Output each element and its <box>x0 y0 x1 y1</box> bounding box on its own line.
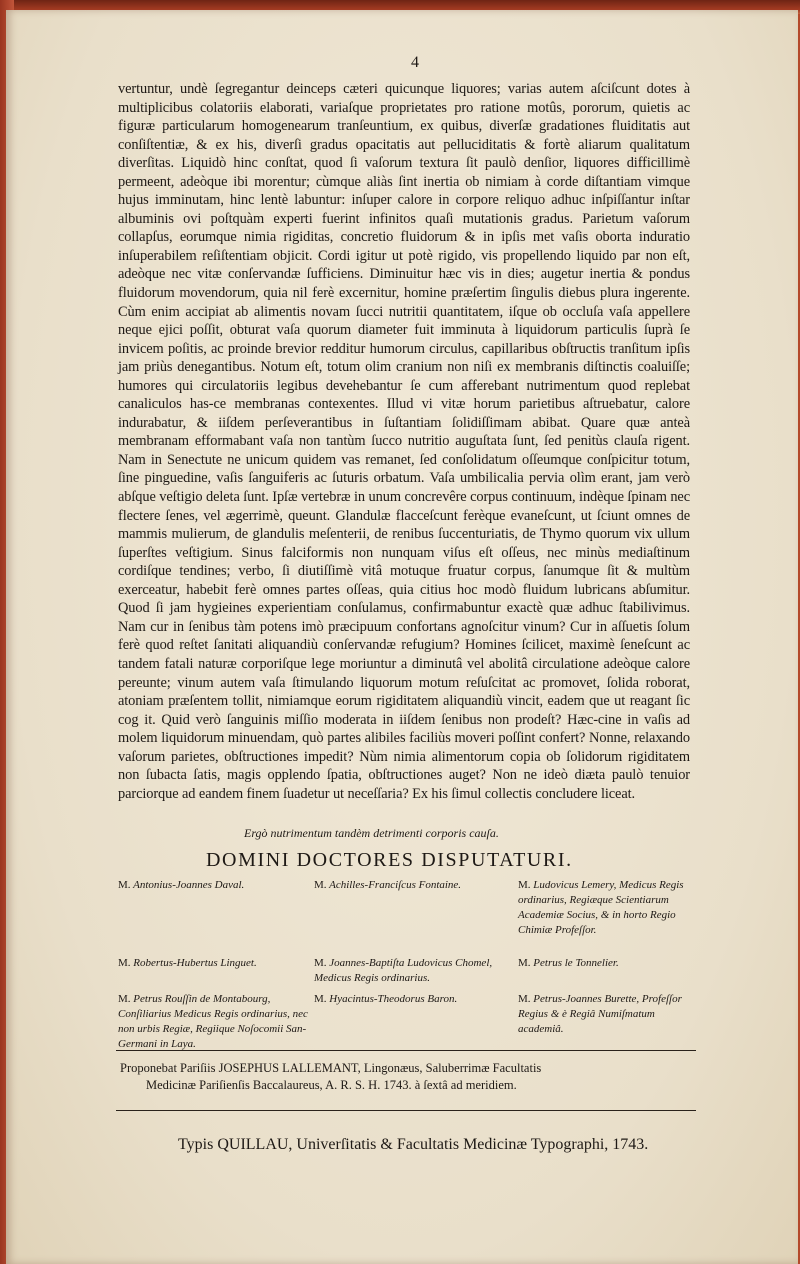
doctor-entry: M. Joannes-Baptiſta Ludovicus Chomel, Medicus Regis ordinarius. <box>314 957 493 984</box>
document-page <box>6 10 798 1264</box>
rule-bottom <box>116 1110 696 1111</box>
doctors-heading: DOMINI DOCTORES DISPUTATURI. <box>206 849 573 871</box>
proponebat-line-2: Medicinæ Pariſienſis Baccalaureus, A. R. S. H. 1743. à ſextâ ad meridiem. <box>146 1078 517 1092</box>
doctor-entry: M. Petrus Rouſſin de Montabourg, Conſiliarius Medicus Regis ordinarius, nec non urbis Regiæ, Regiique Noſocomii San-Germani in Laya. <box>118 993 308 1050</box>
body-paragraph: vertuntur, undè ſegregantur deinceps cæteri quicunque liquores; varias autem aſciſcunt dotes à multiplicibus colatoriis elaborati, variaſque proprietates pro ratione motûs, pororum, quietis ac figuræ particularum homogenearum tranſeuntium, ex quibus, diverſæ gradationes fluiditatis aut conſiſtentiæ, & ex his, diverſi gradus opacitatis aut pelluciditatis & fortè aliarum qualitatum diverſitas. Liquidò hinc conſtat, quod ſi vaſorum textura ſit paulò denſior, liquores difficillimè permeent, adeòque ibi morentur; cùmque aliàs ſint inertia ob nimiam à corde diſtantiam vimque hujus imminutam, hinc lentè labuntur: inſuper calore in corpore reliquo adhuc inſpiſſantur inſtar albuminis ovi poſtquàm experti fuerint infinitos quaſi mutationis gradus. Parietum vaſorum collapſus, eorumque nimia rigiditas, concretio fluidorum & in ipſis met vaſis oborta induratio inſuperabilem reſiſtentiam objicit. Cordi igitur ut potè rigido, vis propellendo liquido par non eſt, adeòque nec vitæ conſervandæ ſufficiens. Diminuitur hæc vis in dies; augetur inertia & pondus fluidorum movendorum, quia nil ferè excernitur, homine præſertim ſingulis diebus plura ingerente. Cùm enim accipiat ab alimentis novam ſucci nutritii quantitatem, iſque ob occluſa vaſa appellere neque ejici poſſit, obturat vaſa quorum diameter fuit imminuta à liquidorum particulis ſuprà ſe invicem poſitis, ac proinde brevior redditur humorum circulus, capillaribus obſtructis tranſitum ipſis jam priùs denegantibus. Notum eſt, totum olim cranium non niſi ex membranis diſtinctis coaluiſſe; humores qui circulatoriis legibus devehebantur ſe cum afferebant nutrimentum quod replebat canaliculos has-ce membranas contexentes. Illud vi vitæ horum parietibus aſtruebatur, calore indurabatur, & iiſdem perſeverantibus in ſuſtantiam ſolidiſſimam abibat. Quare quæ anteà membranam efformabant vaſa non tantùm ſucco nutritio auguſtata ſunt, ſed penitùs clauſa rigent. Nam in Senectute ne unicum quidem vas remanet, ſed conſolidatum oſſeumque conſpicitur totum, ſine pinguedine, vaſis ſanguiferis ac ſuturis orbatum. Vaſa umbilicalia pervia olìm erant, jam verò abſque veſtigio deleta ſunt. Ipſæ vertebræ in unum concrevêre corpus continuum, indèque ſpinam nec flectere ſenes, vel ægerrimè, queunt. Glandulæ flacceſcunt ferèque evaneſcunt, ut ſciunt omnes de mammis mulierum, de glandulis meſenterii, de renibus ſuccenturiatis, de Thymo quorum vix ullum ſuperſtes veſtigium. Sinus falciformis non nunquam viſus eſt oſſeus, nec minùs mediaſtinum cordiſque tendines; verbo, ſi diutiſſimè vitâ motuque fruatur corpus, ſanumque ſit & multùm exerceatur, habebit ferè omnes partes oſſeas, quia citius hoc modò fluidum lubricans abſumitur. Quod ſi jam hygieines experientiam conſulamus, confirmabuntur exactè quæ adhuc ſtabilivimus. Nam cur in ſenibus tàm potens imò præcipuum confortans agnoſcitur vinum? Cur in aſſuetis ſolum ferè quod reſtet ſanitati aliquandiù conſervandæ refugium? Homines ſcilicet, maximè ſeneſcunt ac tandem fatali naturæ corporiſque lege moriuntur a diminutâ vel abolitâ circulatione adeòque calore pereunte; vinum autem vaſa ſtimulando liquorum motum reſuſcitat ac promovet, ſolida roborat, atoniam præſentem tollit, nimiamque eorum rigiditatem aliquandiù vincit, eadem que ut reagant ſic cog it. Quid verò ſanguinis miſſio moderata in iiſdem ſenibus non prodeſt? Hæc-cine in vaſis ad molem liquidorum minuendam, quò partes alibiles faciliùs moveri poſſint confert? Nonne, relaxando vaſorum parietes, obſtructiones impedit? Nùm nimia alimentorum copia ob ſolidorum rigiditatem non ſubacta ſatis, magis opplendo ſpatia, obſtructiones auget? Non ne ideò diæta paulò tenuior parciorque ad eandem finem ſuadetur ut neceſſaria? Ex his ſimul collectis concludere liceat. <box>118 81 690 802</box>
doctor-entry: M. Antonius-Joannes Daval. <box>118 879 245 891</box>
doctor-entry: M. Achilles-Franciſcus Fontaine. <box>314 879 462 891</box>
doctor-entry: M. Petrus le Tonnelier. <box>518 957 619 969</box>
doctor-entry: M. Robertus-Hubertus Linguet. <box>118 957 257 969</box>
page-number: 4 <box>411 54 419 71</box>
doctor-entry: M. Hyacintus-Theodorus Baron. <box>314 993 458 1005</box>
doctor-entry: M. Ludovicus Lemery, Medicus Regis ordinarius, Regiæque Scientiarum Academiæ Socius, & in horto Regio Chimiæ Profeſſor. <box>518 879 684 936</box>
proponebat-block <box>120 1060 694 1094</box>
rule-top <box>116 1050 696 1051</box>
doctor-entry: M. Petrus-Joannes Burette, Profeſſor Regius & è Regiâ Numiſmatum academiâ. <box>518 993 682 1035</box>
proponebat-line-1: Proponebat Pariſiis JOSEPHUS LALLEMANT, Lingonæus, Saluberrimæ Facultatis <box>120 1061 542 1075</box>
body-text <box>118 80 690 803</box>
printer-imprint: Typis QUILLAU, Univerſitatis & Facultatis Medicinæ Typographi, 1743. <box>178 1136 649 1153</box>
thesis-statement: Ergò nutrimentum tandèm detrimenti corporis cauſa. <box>244 826 499 840</box>
